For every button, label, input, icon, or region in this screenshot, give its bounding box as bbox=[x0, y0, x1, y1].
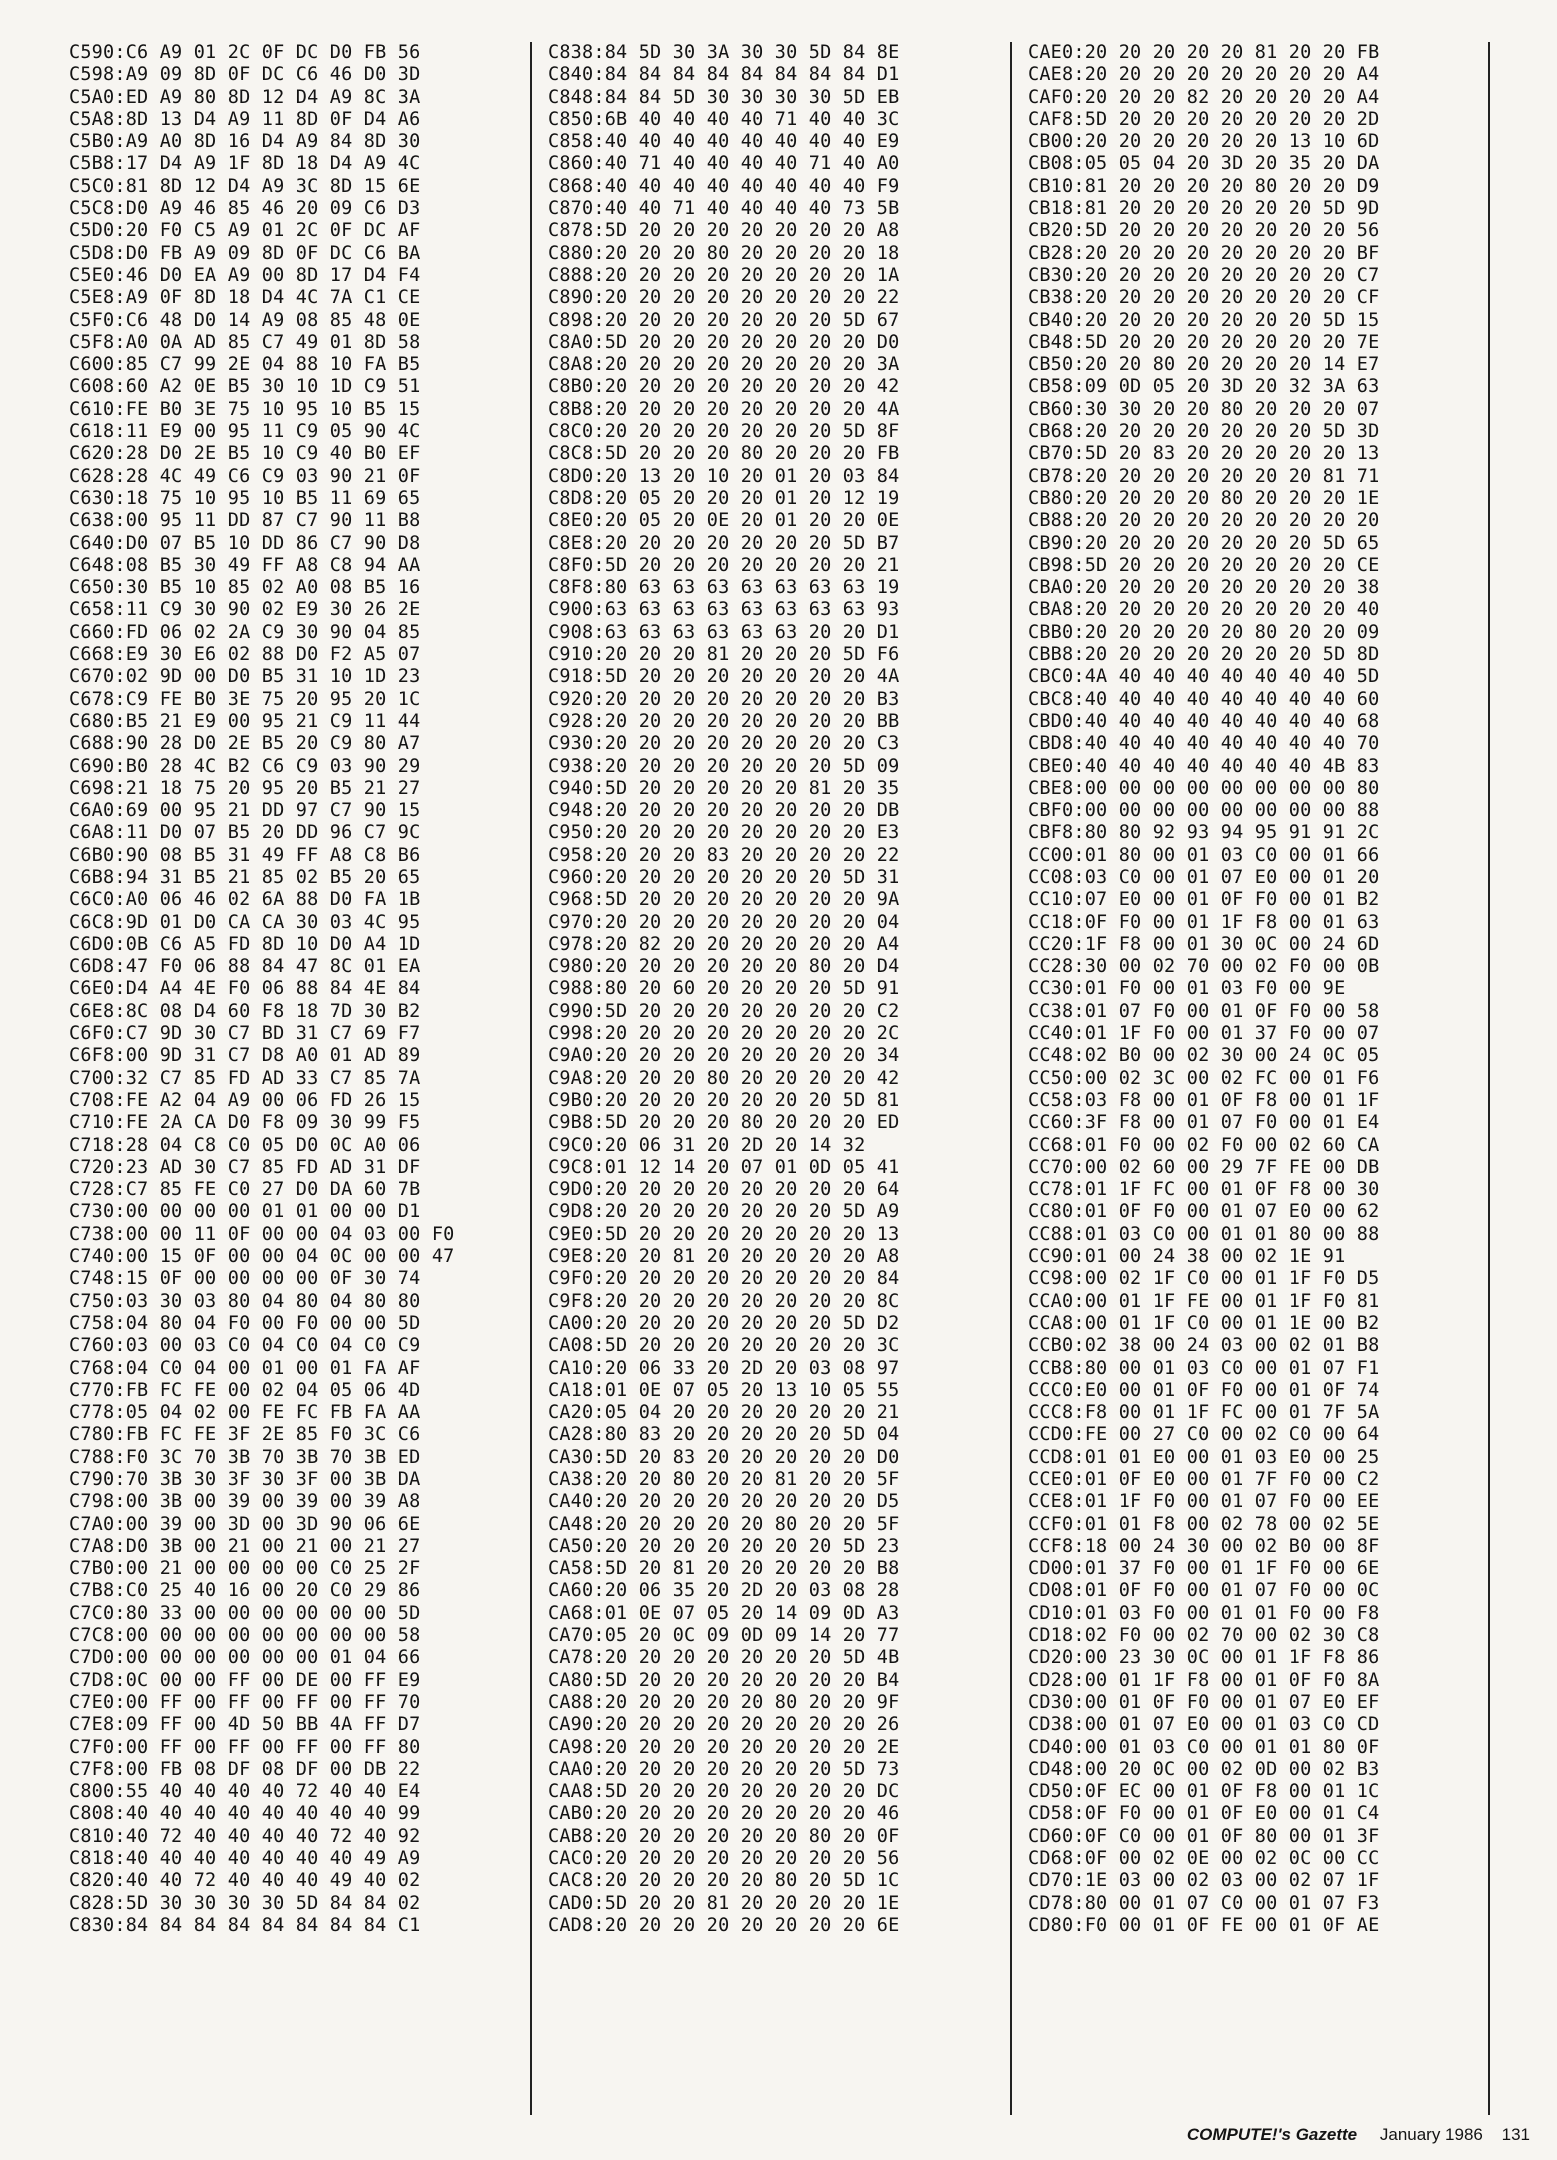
hex-line: C6B8:94 31 B5 21 85 02 B5 20 65 bbox=[69, 866, 421, 888]
hex-line: C8E8:20 20 20 20 20 20 20 5D B7 bbox=[548, 532, 900, 554]
hex-line: C8C0:20 20 20 20 20 20 20 5D 8F bbox=[548, 421, 900, 443]
hex-line: CD70:1E 03 00 02 03 00 02 07 1F bbox=[1028, 1870, 1380, 1892]
hex-line: CBC8:40 40 40 40 40 40 40 40 60 bbox=[1028, 688, 1380, 710]
hex-line: C888:20 20 20 20 20 20 20 20 1A bbox=[548, 264, 900, 286]
hex-line: C9C0:20 06 31 20 2D 20 14 32 bbox=[548, 1134, 866, 1156]
hex-line: C600:85 C7 99 2E 04 88 10 FA B5 bbox=[69, 354, 421, 376]
hex-line: CA70:05 20 0C 09 0D 09 14 20 77 bbox=[548, 1625, 900, 1647]
hex-line: C840:84 84 84 84 84 84 84 84 D1 bbox=[548, 64, 900, 86]
hex-line: CCA0:00 01 1F FE 00 01 1F F0 81 bbox=[1028, 1290, 1380, 1312]
hex-line: CC08:03 C0 00 01 07 E0 00 01 20 bbox=[1028, 866, 1380, 888]
hex-line: C8C8:5D 20 20 20 80 20 20 20 FB bbox=[548, 443, 900, 465]
hex-line: C710:FE 2A CA D0 F8 09 30 99 F5 bbox=[69, 1112, 421, 1134]
hex-line: C780:FB FC FE 3F 2E 85 F0 3C C6 bbox=[69, 1424, 421, 1446]
hex-line: C848:84 84 5D 30 30 30 30 5D EB bbox=[548, 86, 900, 108]
hex-line: C728:C7 85 FE C0 27 D0 DA 60 7B bbox=[69, 1179, 421, 1201]
publication-name: COMPUTE!'s Gazette bbox=[1186, 2125, 1358, 2144]
hex-line: C638:00 95 11 DD 87 C7 90 11 B8 bbox=[69, 510, 421, 532]
hex-line: C890:20 20 20 20 20 20 20 20 22 bbox=[548, 287, 900, 309]
hex-line: CC90:01 00 24 38 00 02 1E 91 bbox=[1028, 1246, 1346, 1268]
hex-line: CC68:01 F0 00 02 F0 00 02 60 CA bbox=[1028, 1134, 1380, 1156]
hex-line: CCE8:01 1F F0 00 01 07 F0 00 EE bbox=[1028, 1491, 1380, 1513]
hex-line: C7C0:80 33 00 00 00 00 00 00 5D bbox=[69, 1602, 421, 1624]
hex-line: C790:70 3B 30 3F 30 3F 00 3B DA bbox=[69, 1469, 421, 1490]
hex-line: C5E0:46 D0 EA A9 00 8D 17 D4 F4 bbox=[69, 264, 421, 286]
hex-line: C7D8:0C 00 00 FF 00 DE 00 FF E9 bbox=[69, 1669, 421, 1691]
hex-line: CAE0:20 20 20 20 20 81 20 20 FB bbox=[1028, 42, 1380, 63]
hex-line: CAD0:5D 20 20 81 20 20 20 20 1E bbox=[548, 1892, 900, 1914]
hex-line: C628:28 4C 49 C6 C9 03 90 21 0F bbox=[69, 465, 421, 487]
hex-line: C7E8:09 FF 00 4D 50 BB 4A FF D7 bbox=[69, 1714, 421, 1736]
hex-line: CAA8:5D 20 20 20 20 20 20 20 DC bbox=[548, 1781, 900, 1803]
hex-line: C958:20 20 20 83 20 20 20 20 22 bbox=[548, 844, 900, 866]
hex-line: C668:E9 30 E6 02 88 D0 F2 A5 07 bbox=[69, 644, 421, 666]
hex-line: C980:20 20 20 20 20 20 80 20 D4 bbox=[548, 956, 900, 978]
hex-line: CB48:5D 20 20 20 20 20 20 20 7E bbox=[1028, 331, 1380, 353]
hex-line: CAA0:20 20 20 20 20 20 20 5D 73 bbox=[548, 1758, 900, 1780]
page-number: 131 bbox=[1501, 2125, 1530, 2144]
hex-line: CD48:00 20 0C 00 02 0D 00 02 B3 bbox=[1028, 1758, 1380, 1780]
hex-line: C6C8:9D 01 D0 CA CA 30 03 4C 95 bbox=[69, 911, 421, 933]
hex-line: C900:63 63 63 63 63 63 63 63 93 bbox=[548, 599, 900, 621]
hex-line: C870:40 40 71 40 40 40 40 73 5B bbox=[548, 198, 900, 220]
hex-line: CD68:0F 00 02 0E 00 02 0C 00 CC bbox=[1028, 1848, 1380, 1870]
hex-line: CB10:81 20 20 20 20 80 20 20 D9 bbox=[1028, 175, 1380, 197]
hex-line: C6E0:D4 A4 4E F0 06 88 84 4E 84 bbox=[69, 978, 421, 1000]
hex-line: C818:40 40 40 40 40 40 40 49 A9 bbox=[69, 1848, 421, 1870]
hex-line: CBC0:4A 40 40 40 40 40 40 40 5D bbox=[1028, 666, 1380, 688]
hex-line: CC30:01 F0 00 01 03 F0 00 9E bbox=[1028, 978, 1346, 1000]
hex-line: CAF0:20 20 20 82 20 20 20 20 A4 bbox=[1028, 86, 1380, 108]
hex-line: C7D0:00 00 00 00 00 00 01 04 66 bbox=[69, 1647, 421, 1669]
hex-line: CCA8:00 01 1F C0 00 01 1E 00 B2 bbox=[1028, 1312, 1380, 1334]
hex-line: CB18:81 20 20 20 20 20 20 5D 9D bbox=[1028, 198, 1380, 220]
hex-line: C8B8:20 20 20 20 20 20 20 20 4A bbox=[548, 398, 900, 420]
hex-line: CD18:02 F0 00 02 70 00 02 30 C8 bbox=[1028, 1625, 1380, 1647]
hex-line: CD50:0F EC 00 01 0F F8 00 01 1C bbox=[1028, 1781, 1380, 1803]
hex-line: CB58:09 0D 05 20 3D 20 32 3A 63 bbox=[1028, 376, 1380, 398]
hex-line: C690:B0 28 4C B2 C6 C9 03 90 29 bbox=[69, 755, 421, 777]
hex-line: C8D8:20 05 20 20 20 01 20 12 19 bbox=[548, 487, 900, 509]
hex-line: C630:18 75 10 95 10 B5 11 69 65 bbox=[69, 487, 421, 509]
hex-line: C8F8:80 63 63 63 63 63 63 63 19 bbox=[548, 577, 900, 599]
hex-line: CB68:20 20 20 20 20 20 20 5D 3D bbox=[1028, 421, 1380, 443]
hex-line: CB38:20 20 20 20 20 20 20 20 CF bbox=[1028, 287, 1380, 309]
hex-line: C968:5D 20 20 20 20 20 20 20 9A bbox=[548, 889, 900, 911]
hex-line: CCF8:18 00 24 30 00 02 B0 00 8F bbox=[1028, 1535, 1380, 1557]
hex-line: CC98:00 02 1F C0 00 01 1F F0 D5 bbox=[1028, 1268, 1380, 1290]
hex-line: C778:05 04 02 00 FE FC FB FA AA bbox=[69, 1402, 421, 1424]
hex-line: C7B8:C0 25 40 16 00 20 C0 29 86 bbox=[69, 1580, 421, 1602]
hex-line: CA98:20 20 20 20 20 20 20 20 2E bbox=[548, 1736, 900, 1758]
hex-line: C970:20 20 20 20 20 20 20 20 04 bbox=[548, 911, 900, 933]
hex-line: C6A8:11 D0 07 B5 20 DD 96 C7 9C bbox=[69, 822, 421, 844]
hex-line: C650:30 B5 10 85 02 A0 08 B5 16 bbox=[69, 577, 421, 599]
hex-line: CCD0:FE 00 27 C0 00 02 C0 00 64 bbox=[1028, 1424, 1380, 1446]
hex-line: CC20:1F F8 00 01 30 0C 00 24 6D bbox=[1028, 933, 1380, 955]
hex-line: CD30:00 01 0F F0 00 01 07 E0 EF bbox=[1028, 1691, 1380, 1713]
hex-line: C7F8:00 FB 08 DF 08 DF 00 DB 22 bbox=[69, 1758, 421, 1780]
hex-line: C9B8:5D 20 20 20 80 20 20 20 ED bbox=[548, 1112, 900, 1134]
page-footer bbox=[1060, 2125, 1530, 2149]
hex-line: CA90:20 20 20 20 20 20 20 20 26 bbox=[548, 1714, 900, 1736]
hex-line: CA28:80 83 20 20 20 20 20 5D 04 bbox=[548, 1424, 900, 1446]
hex-line: C610:FE B0 3E 75 10 95 10 B5 15 bbox=[69, 398, 421, 420]
hex-line: C810:40 72 40 40 40 40 72 40 92 bbox=[69, 1825, 421, 1847]
hex-line: C8D0:20 13 20 10 20 01 20 03 84 bbox=[548, 465, 900, 487]
hex-line: CA40:20 20 20 20 20 20 20 20 D5 bbox=[548, 1491, 900, 1513]
hex-line: C830:84 84 84 84 84 84 84 84 C1 bbox=[69, 1914, 421, 1936]
hex-line: C9F0:20 20 20 20 20 20 20 20 84 bbox=[548, 1268, 900, 1290]
hex-line: CD60:0F C0 00 01 0F 80 00 01 3F bbox=[1028, 1825, 1380, 1847]
hex-line: CA30:5D 20 83 20 20 20 20 20 D0 bbox=[548, 1446, 900, 1468]
hex-line: CA20:05 04 20 20 20 20 20 20 21 bbox=[548, 1402, 900, 1424]
hex-line: CBA0:20 20 20 20 20 20 20 20 38 bbox=[1028, 577, 1380, 599]
hex-line: C5B8:17 D4 A9 1F 8D 18 D4 A9 4C bbox=[69, 153, 421, 175]
hex-line: CBB8:20 20 20 20 20 20 20 5D 8D bbox=[1028, 644, 1380, 666]
hex-line: C5C8:D0 A9 46 85 46 20 09 C6 D3 bbox=[69, 198, 421, 220]
hex-line: C7C8:00 00 00 00 00 00 00 00 58 bbox=[69, 1625, 421, 1647]
hex-line: CC18:0F F0 00 01 1F F8 00 01 63 bbox=[1028, 911, 1380, 933]
hex-line: C6C0:A0 06 46 02 6A 88 D0 FA 1B bbox=[69, 889, 421, 911]
hex-line: CD78:80 00 01 07 C0 00 01 07 F3 bbox=[1028, 1892, 1380, 1914]
hex-line: CBB0:20 20 20 20 20 80 20 20 09 bbox=[1028, 621, 1380, 643]
hex-line: CC78:01 1F FC 00 01 0F F8 00 30 bbox=[1028, 1179, 1380, 1201]
hex-line: CBE8:00 00 00 00 00 00 00 00 80 bbox=[1028, 777, 1380, 799]
hex-line: C9B0:20 20 20 20 20 20 20 5D 81 bbox=[548, 1089, 900, 1111]
hex-line: C6B0:90 08 B5 31 49 FF A8 C8 B6 bbox=[69, 844, 421, 866]
hex-line: CB30:20 20 20 20 20 20 20 20 C7 bbox=[1028, 264, 1380, 286]
hex-line: CBA8:20 20 20 20 20 20 20 20 40 bbox=[1028, 599, 1380, 621]
hex-line: C640:D0 07 B5 10 DD 86 C7 90 D8 bbox=[69, 532, 421, 554]
hex-line: C820:40 40 72 40 40 40 49 40 02 bbox=[69, 1870, 421, 1892]
hex-line: C718:28 04 C8 C0 05 D0 0C A0 06 bbox=[69, 1134, 421, 1156]
hex-line: CD80:F0 00 01 0F FE 00 01 0F AE bbox=[1028, 1914, 1380, 1936]
hex-line: C5A0:ED A9 80 8D 12 D4 A9 8C 3A bbox=[69, 86, 421, 108]
hex-line: C908:63 63 63 63 63 63 20 20 D1 bbox=[548, 621, 900, 643]
hex-line: C750:03 30 03 80 04 80 04 80 80 bbox=[69, 1290, 421, 1312]
hex-line: C898:20 20 20 20 20 20 20 5D 67 bbox=[548, 309, 900, 331]
hex-line: C9F8:20 20 20 20 20 20 20 20 8C bbox=[548, 1290, 900, 1312]
hex-line: C860:40 71 40 40 40 40 71 40 A0 bbox=[548, 153, 900, 175]
hex-line: CB98:5D 20 20 20 20 20 20 20 CE bbox=[1028, 554, 1380, 576]
hex-line: C850:6B 40 40 40 40 71 40 40 3C bbox=[548, 108, 900, 130]
hex-line: CD08:01 0F F0 00 01 07 F0 00 0C bbox=[1028, 1580, 1380, 1602]
hex-line: CC40:01 1F F0 00 01 37 F0 00 07 bbox=[1028, 1023, 1380, 1045]
hex-line: CB90:20 20 20 20 20 20 20 5D 65 bbox=[1028, 532, 1380, 554]
hex-line: C978:20 82 20 20 20 20 20 20 A4 bbox=[548, 933, 900, 955]
listing-column-3 bbox=[1012, 42, 1491, 2115]
hex-line: CCB8:80 00 01 03 C0 00 01 07 F1 bbox=[1028, 1357, 1380, 1379]
hex-line: C660:FD 06 02 2A C9 30 90 04 85 bbox=[69, 621, 421, 643]
hex-line: CB70:5D 20 83 20 20 20 20 20 13 bbox=[1028, 443, 1380, 465]
hex-line: C748:15 0F 00 00 00 00 0F 30 74 bbox=[69, 1268, 421, 1290]
hex-line: C838:84 5D 30 3A 30 30 5D 84 8E bbox=[548, 42, 900, 63]
hex-line: C7B0:00 21 00 00 00 00 C0 25 2F bbox=[69, 1558, 421, 1580]
hex-line: CAB8:20 20 20 20 20 20 80 20 0F bbox=[548, 1825, 900, 1847]
hex-line: C918:5D 20 20 20 20 20 20 20 4A bbox=[548, 666, 900, 688]
hex-line: CC48:02 B0 00 02 30 00 24 0C 05 bbox=[1028, 1045, 1380, 1067]
hex-line: CAB0:20 20 20 20 20 20 20 20 46 bbox=[548, 1803, 900, 1825]
hex-line: C9A8:20 20 20 80 20 20 20 20 42 bbox=[548, 1067, 900, 1089]
hex-line: C5A8:8D 13 D4 A9 11 8D 0F D4 A6 bbox=[69, 108, 421, 130]
hex-line: CC50:00 02 3C 00 02 FC 00 01 F6 bbox=[1028, 1067, 1380, 1089]
hex-line: CC88:01 03 C0 00 01 01 80 00 88 bbox=[1028, 1223, 1380, 1245]
hex-line: CA58:5D 20 81 20 20 20 20 20 B8 bbox=[548, 1558, 900, 1580]
hex-line: C960:20 20 20 20 20 20 20 5D 31 bbox=[548, 866, 900, 888]
hex-line: CC60:3F F8 00 01 07 F0 00 01 E4 bbox=[1028, 1112, 1380, 1134]
listing-column-2 bbox=[532, 42, 1011, 2115]
hex-line: CA38:20 20 80 20 20 81 20 20 5F bbox=[548, 1469, 900, 1490]
hex-line: CAC0:20 20 20 20 20 20 20 20 56 bbox=[548, 1848, 900, 1870]
hex-line: C8A8:20 20 20 20 20 20 20 20 3A bbox=[548, 354, 900, 376]
hex-line: CA88:20 20 20 20 20 80 20 20 9F bbox=[548, 1691, 900, 1713]
hex-line: CCD8:01 01 E0 00 01 03 E0 00 25 bbox=[1028, 1446, 1380, 1468]
hex-line: C858:40 40 40 40 40 40 40 40 E9 bbox=[548, 131, 900, 153]
hex-line: C8A0:5D 20 20 20 20 20 20 20 D0 bbox=[548, 331, 900, 353]
hex-line: C5F8:A0 0A AD 85 C7 49 01 8D 58 bbox=[69, 331, 421, 353]
hex-line: C700:32 C7 85 FD AD 33 C7 85 7A bbox=[69, 1067, 421, 1089]
hex-line: C920:20 20 20 20 20 20 20 20 B3 bbox=[548, 688, 900, 710]
hex-line: C5C0:81 8D 12 D4 A9 3C 8D 15 6E bbox=[69, 175, 421, 197]
hex-line: C9E0:5D 20 20 20 20 20 20 20 13 bbox=[548, 1223, 900, 1245]
hex-line: CC58:03 F8 00 01 0F F8 00 01 1F bbox=[1028, 1089, 1380, 1111]
hex-line: C6F8:00 9D 31 C7 D8 A0 01 AD 89 bbox=[69, 1045, 421, 1067]
hex-line: C930:20 20 20 20 20 20 20 20 C3 bbox=[548, 733, 900, 755]
hex-line: CA78:20 20 20 20 20 20 20 5D 4B bbox=[548, 1647, 900, 1669]
hex-line: CB00:20 20 20 20 20 20 13 10 6D bbox=[1028, 131, 1380, 153]
hex-line: C948:20 20 20 20 20 20 20 20 DB bbox=[548, 800, 900, 822]
hex-line: C828:5D 30 30 30 30 5D 84 84 02 bbox=[69, 1892, 421, 1914]
hex-line: CA50:20 20 20 20 20 20 20 5D 23 bbox=[548, 1535, 900, 1557]
hex-line: C8E0:20 05 20 0E 20 01 20 20 0E bbox=[548, 510, 900, 532]
hex-line: CA60:20 06 35 20 2D 20 03 08 28 bbox=[548, 1580, 900, 1602]
hex-line: C808:40 40 40 40 40 40 40 40 99 bbox=[69, 1803, 421, 1825]
hex-line: C730:00 00 00 00 01 01 00 00 D1 bbox=[69, 1201, 421, 1223]
hex-line: CD38:00 01 07 E0 00 01 03 C0 CD bbox=[1028, 1714, 1380, 1736]
hex-line: C768:04 C0 04 00 01 00 01 FA AF bbox=[69, 1357, 421, 1379]
column-divider bbox=[1488, 42, 1490, 2115]
hex-line: C688:90 28 D0 2E B5 20 C9 80 A7 bbox=[69, 733, 421, 755]
hex-line: CA68:01 0E 07 05 20 14 09 0D A3 bbox=[548, 1602, 900, 1624]
hex-line: C988:80 20 60 20 20 20 20 5D 91 bbox=[548, 978, 900, 1000]
hex-line: C620:28 D0 2E B5 10 C9 40 B0 EF bbox=[69, 443, 421, 465]
hex-line: CA48:20 20 20 20 20 80 20 20 5F bbox=[548, 1513, 900, 1535]
hex-line: CBF0:00 00 00 00 00 00 00 00 88 bbox=[1028, 800, 1380, 822]
hex-line: CBD8:40 40 40 40 40 40 40 40 70 bbox=[1028, 733, 1380, 755]
hex-line: CAD8:20 20 20 20 20 20 20 20 6E bbox=[548, 1914, 900, 1936]
hex-line: CBD0:40 40 40 40 40 40 40 40 68 bbox=[1028, 710, 1380, 732]
hex-line: C7A8:D0 3B 00 21 00 21 00 21 27 bbox=[69, 1535, 421, 1557]
hex-line: CAF8:5D 20 20 20 20 20 20 20 2D bbox=[1028, 108, 1380, 130]
hex-line: CBE0:40 40 40 40 40 40 40 4B 83 bbox=[1028, 755, 1380, 777]
hex-line: C9A0:20 20 20 20 20 20 20 20 34 bbox=[548, 1045, 900, 1067]
hex-line: C740:00 15 0F 00 00 04 0C 00 00 47 bbox=[69, 1246, 455, 1268]
hex-line: C648:08 B5 30 49 FF A8 C8 94 AA bbox=[69, 554, 421, 576]
hex-line: C868:40 40 40 40 40 40 40 40 F9 bbox=[548, 175, 900, 197]
hex-line: C880:20 20 20 80 20 20 20 20 18 bbox=[548, 242, 900, 264]
hex-line: CD40:00 01 03 C0 00 01 01 80 0F bbox=[1028, 1736, 1380, 1758]
hex-line: C658:11 C9 30 90 02 E9 30 26 2E bbox=[69, 599, 421, 621]
hex-line: C950:20 20 20 20 20 20 20 20 E3 bbox=[548, 822, 900, 844]
hex-line: CAE8:20 20 20 20 20 20 20 20 A4 bbox=[1028, 64, 1380, 86]
hex-line: C9D8:20 20 20 20 20 20 20 5D A9 bbox=[548, 1201, 900, 1223]
hex-line: CC70:00 02 60 00 29 7F FE 00 DB bbox=[1028, 1156, 1380, 1178]
hex-line: CBF8:80 80 92 93 94 95 91 91 2C bbox=[1028, 822, 1380, 844]
hex-line: C770:FB FC FE 00 02 04 05 06 4D bbox=[69, 1379, 421, 1401]
hex-line: CC00:01 80 00 01 03 C0 00 01 66 bbox=[1028, 844, 1380, 866]
hex-line: C678:C9 FE B0 3E 75 20 95 20 1C bbox=[69, 688, 421, 710]
hex-line: C7E0:00 FF 00 FF 00 FF 00 FF 70 bbox=[69, 1691, 421, 1713]
hex-line: C928:20 20 20 20 20 20 20 20 BB bbox=[548, 710, 900, 732]
hex-line: C598:A9 09 8D 0F DC C6 46 D0 3D bbox=[69, 64, 421, 86]
hex-line: C7F0:00 FF 00 FF 00 FF 00 FF 80 bbox=[69, 1736, 421, 1758]
hex-line: C800:55 40 40 40 40 72 40 40 E4 bbox=[69, 1781, 421, 1803]
hex-line: C680:B5 21 E9 00 95 21 C9 11 44 bbox=[69, 710, 421, 732]
hex-line: C9E8:20 20 81 20 20 20 20 20 A8 bbox=[548, 1246, 900, 1268]
hex-line: CB80:20 20 20 20 80 20 20 20 1E bbox=[1028, 487, 1380, 509]
hex-line: CB08:05 05 04 20 3D 20 35 20 DA bbox=[1028, 153, 1380, 175]
issue-date: January 1986 bbox=[1379, 2125, 1483, 2144]
hex-line: CC28:30 00 02 70 00 02 F0 00 0B bbox=[1028, 956, 1380, 978]
hex-line: C7A0:00 39 00 3D 00 3D 90 06 6E bbox=[69, 1513, 421, 1535]
hex-line: CB20:5D 20 20 20 20 20 20 20 56 bbox=[1028, 220, 1380, 242]
hex-line: CA00:20 20 20 20 20 20 20 5D D2 bbox=[548, 1312, 900, 1334]
hex-line: C5F0:C6 48 D0 14 A9 08 85 48 0E bbox=[69, 309, 421, 331]
hex-line: CA18:01 0E 07 05 20 13 10 05 55 bbox=[548, 1379, 900, 1401]
hex-line: CC10:07 E0 00 01 0F F0 00 01 B2 bbox=[1028, 889, 1380, 911]
hex-line: C6E8:8C 08 D4 60 F8 18 7D 30 B2 bbox=[69, 1000, 421, 1022]
hex-line: C940:5D 20 20 20 20 20 81 20 35 bbox=[548, 777, 900, 799]
hex-line: C738:00 00 11 0F 00 00 04 03 00 F0 bbox=[69, 1223, 455, 1245]
hex-line: CCB0:02 38 00 24 03 00 02 01 B8 bbox=[1028, 1335, 1380, 1357]
hex-line: CCC0:E0 00 01 0F F0 00 01 0F 74 bbox=[1028, 1379, 1380, 1401]
hex-line: C6D0:0B C6 A5 FD 8D 10 D0 A4 1D bbox=[69, 933, 421, 955]
hex-line: C9C8:01 12 14 20 07 01 0D 05 41 bbox=[548, 1156, 900, 1178]
hex-line: C6F0:C7 9D 30 C7 BD 31 C7 69 F7 bbox=[69, 1023, 421, 1045]
hex-line: CB78:20 20 20 20 20 20 20 81 71 bbox=[1028, 465, 1380, 487]
hex-line: C788:F0 3C 70 3B 70 3B 70 3B ED bbox=[69, 1446, 421, 1468]
hex-line: C608:60 A2 0E B5 30 10 1D C9 51 bbox=[69, 376, 421, 398]
hex-line: C6D8:47 F0 06 88 84 47 8C 01 EA bbox=[69, 956, 421, 978]
hex-line: C6A0:69 00 95 21 DD 97 C7 90 15 bbox=[69, 800, 421, 822]
hex-line: CCC8:F8 00 01 1F FC 00 01 7F 5A bbox=[1028, 1402, 1380, 1424]
hex-line: CB88:20 20 20 20 20 20 20 20 20 bbox=[1028, 510, 1380, 532]
hex-line: C698:21 18 75 20 95 20 B5 21 27 bbox=[69, 777, 421, 799]
hex-line: CD58:0F F0 00 01 0F E0 00 01 C4 bbox=[1028, 1803, 1380, 1825]
hex-line: C760:03 00 03 C0 04 C0 04 C0 C9 bbox=[69, 1335, 421, 1357]
hex-line: CD20:00 23 30 0C 00 01 1F F8 86 bbox=[1028, 1647, 1380, 1669]
hex-line: C618:11 E9 00 95 11 C9 05 90 4C bbox=[69, 421, 421, 443]
hex-line: C910:20 20 20 81 20 20 20 5D F6 bbox=[548, 644, 900, 666]
hex-line: C5E8:A9 0F 8D 18 D4 4C 7A C1 CE bbox=[69, 287, 421, 309]
hex-line: CA08:5D 20 20 20 20 20 20 20 3C bbox=[548, 1335, 900, 1357]
hex-line: C9D0:20 20 20 20 20 20 20 20 64 bbox=[548, 1179, 900, 1201]
hex-line: CC38:01 07 F0 00 01 0F F0 00 58 bbox=[1028, 1000, 1380, 1022]
hex-line: C5D0:20 F0 C5 A9 01 2C 0F DC AF bbox=[69, 220, 421, 242]
hex-line: CCE0:01 0F E0 00 01 7F F0 00 C2 bbox=[1028, 1469, 1380, 1490]
hex-line: C8B0:20 20 20 20 20 20 20 20 42 bbox=[548, 376, 900, 398]
hex-line: CA10:20 06 33 20 2D 20 03 08 97 bbox=[548, 1357, 900, 1379]
hex-line: CAC8:20 20 20 20 20 80 20 5D 1C bbox=[548, 1870, 900, 1892]
hex-line: CB60:30 30 20 20 80 20 20 20 07 bbox=[1028, 398, 1380, 420]
hex-line: CC80:01 0F F0 00 01 07 E0 00 62 bbox=[1028, 1201, 1380, 1223]
hex-line: C5B0:A9 A0 8D 16 D4 A9 84 8D 30 bbox=[69, 131, 421, 153]
hex-line: C998:20 20 20 20 20 20 20 20 2C bbox=[548, 1023, 900, 1045]
hex-line: C708:FE A2 04 A9 00 06 FD 26 15 bbox=[69, 1089, 421, 1111]
hex-line: C878:5D 20 20 20 20 20 20 20 A8 bbox=[548, 220, 900, 242]
hex-line: CCF0:01 01 F8 00 02 78 00 02 5E bbox=[1028, 1513, 1380, 1535]
hex-line: C990:5D 20 20 20 20 20 20 20 C2 bbox=[548, 1000, 900, 1022]
listing-column-1 bbox=[53, 42, 532, 2115]
hex-line: CA80:5D 20 20 20 20 20 20 20 B4 bbox=[548, 1669, 900, 1691]
hex-line: C938:20 20 20 20 20 20 20 5D 09 bbox=[548, 755, 900, 777]
hex-line: CB28:20 20 20 20 20 20 20 20 BF bbox=[1028, 242, 1380, 264]
hex-line: C720:23 AD 30 C7 85 FD AD 31 DF bbox=[69, 1156, 421, 1178]
hex-line: CB50:20 20 80 20 20 20 20 14 E7 bbox=[1028, 354, 1380, 376]
hex-line: C5D8:D0 FB A9 09 8D 0F DC C6 BA bbox=[69, 242, 421, 264]
hex-line: C670:02 9D 00 D0 B5 31 10 1D 23 bbox=[69, 666, 421, 688]
hex-line: CD10:01 03 F0 00 01 01 F0 00 F8 bbox=[1028, 1602, 1380, 1624]
hex-line: C8F0:5D 20 20 20 20 20 20 20 21 bbox=[548, 554, 900, 576]
hex-line: C798:00 3B 00 39 00 39 00 39 A8 bbox=[69, 1491, 421, 1513]
hex-line: CB40:20 20 20 20 20 20 20 5D 15 bbox=[1028, 309, 1380, 331]
hex-line: C590:C6 A9 01 2C 0F DC D0 FB 56 bbox=[69, 42, 421, 63]
hex-line: C758:04 80 04 F0 00 F0 00 00 5D bbox=[69, 1312, 421, 1334]
hex-line: CD00:01 37 F0 00 01 1F F0 00 6E bbox=[1028, 1558, 1380, 1580]
hex-line: CD28:00 01 1F F8 00 01 0F F0 8A bbox=[1028, 1669, 1380, 1691]
